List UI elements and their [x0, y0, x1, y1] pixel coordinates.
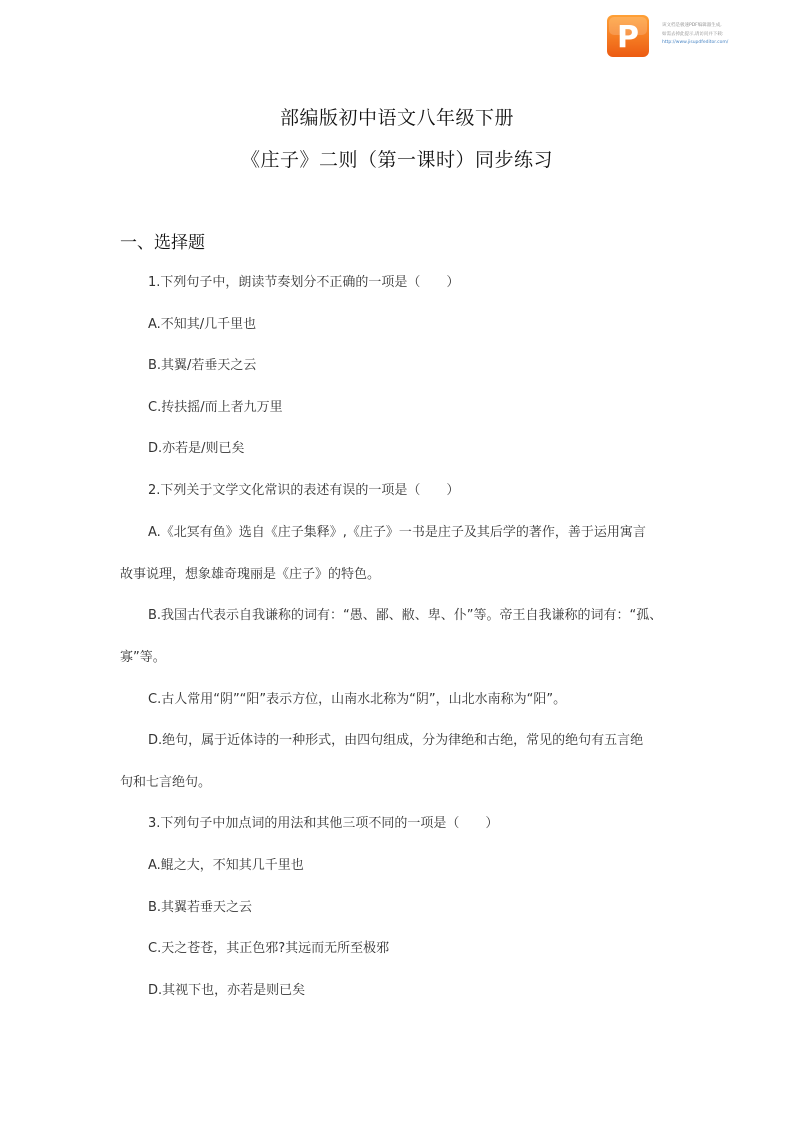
question-2-option-d-line-1: D.绝句，属于近体诗的一种形式，由四句组成，分为律绝和古绝，常见的绝句有五言绝 — [148, 733, 644, 748]
question-2-option-d-line-2: 句和七言绝句。 — [120, 775, 212, 790]
question-2-option-a-line-1: A.《北冥有鱼》选自《庄子集释》,《庄子》一书是庄子及其后学的著作，善于运用寓言 — [148, 525, 646, 540]
page-subtitle: 《庄子》二则（第一课时）同步练习 — [240, 149, 553, 171]
logo-letter: P — [617, 20, 639, 55]
question-2-option-c: C.古人常用“阴”“阳”表示方位，山南水北称为“阴”，山北水南称为“阳”。 — [148, 692, 567, 707]
watermark-line-2: 如需去掉此提示,请访问并下载: — [662, 31, 724, 37]
question-2-stem: 2.下列关于文学文化常识的表述有误的一项是（ ） — [148, 483, 460, 498]
question-3-option-b: B.其翼若垂天之云 — [148, 900, 253, 915]
question-3-option-a: A.鲲之大，不知其几千里也 — [148, 858, 304, 873]
watermark-line-1: 该文档是极速PDF编辑器生成, — [662, 23, 722, 28]
page-title: 部编版初中语文八年级下册 — [279, 107, 514, 129]
question-1-option-a: A.不知其/几千里也 — [148, 317, 257, 332]
question-3-stem: 3.下列句子中加点词的用法和其他三项不同的一项是（ ） — [148, 816, 499, 831]
watermark-text — [662, 22, 788, 48]
question-1-option-c: C.抟扶摇/而上者九万里 — [148, 400, 283, 415]
question-2-option-b-line-2: 寡”等。 — [120, 650, 166, 665]
question-1-option-b: B.其翼/若垂天之云 — [148, 358, 257, 373]
question-2-option-a-line-2: 故事说理，想象雄奇瑰丽是《庄子》的特色。 — [120, 567, 381, 582]
question-1-option-d: D.亦若是/则已矣 — [148, 441, 245, 456]
question-1-stem: 1.下列句子中，朗读节奏划分不正确的一项是（ ） — [148, 275, 460, 290]
watermark-url[interactable]: http://www.jisupdfeditor.com/ — [662, 40, 729, 45]
section-heading: 一、选择题 — [120, 233, 205, 253]
watermark — [606, 14, 786, 58]
question-3-option-c: C.天之苍苍，其正色邪?其远而无所至极邪 — [148, 941, 390, 956]
pdf-p-logo-icon — [606, 14, 650, 58]
question-3-option-d: D.其视下也，亦若是则已矣 — [148, 983, 306, 998]
question-2-option-b-line-1: B.我国古代表示自我谦称的词有：“愚、鄙、敝、卑、仆”等。帝王自我谦称的词有：“孤、 — [148, 608, 663, 623]
